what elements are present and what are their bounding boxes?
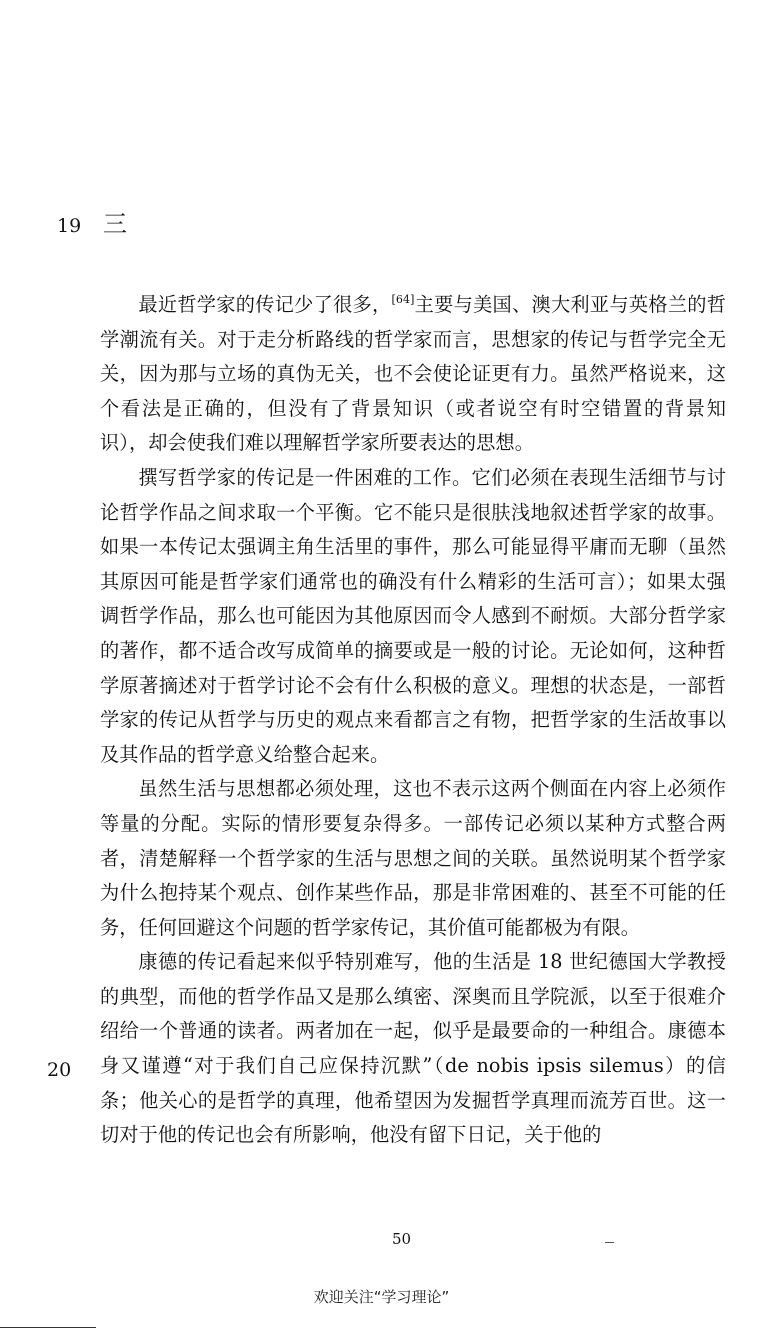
paragraph-2: 撰写哲学家的传记是一件困难的工作。它们必须在表现生活细节与讨论哲学作品之间求取一个平衡。它不能只是很肤浅地叙述哲学家的故事。如果一本传记太强调主角生活里的事件，那么可能显得平庸而无聊（虽然其原因可能是哲学家们通常也的确没有什么精彩的生活可言）；如果太强调哲学作品，那么也可能因为其他原因而令人感到不耐烦。大部分哲学家的著作，都不适合改写成简单的摘要或是一般的讨论。无论如何，这种哲学原著摘述对于哲学讨论不会有什么积极的意义。理想的状态是，一部哲学家的传记从哲学与历史的观点来看都言之有物，把哲学家的生活故事以及其作品的哲学意义给整合起来。 <box>100 465 726 766</box>
paragraph-4: 康德的传记看起来似乎特别难写，他的生活是 18 世纪德国大学教授的典型，而他的哲学作品又是那么缜密、深奥而且学院派，以至于很难介绍给一个普通的读者。两者加在一起，似乎是最要命的一种组合。康德本身又谨遵“对于我们自己应保持沉默”（de nobis ipsis silemus）的信条；他关心的是哲学的真理，他希望因为发掘哲学真理而流芳百世。这一切对于他的传记也会有所影响，他没有留下日记，关于他的 <box>100 950 726 1147</box>
body-text <box>100 288 726 1153</box>
scan-mark <box>605 1242 614 1243</box>
margin-line-number-19: 19 <box>57 215 82 237</box>
paragraph-1-part-2: 主要与美国、澳大利亚与英格兰的哲学潮流有关。对于走分析路线的哲学家而言，思想家的传记与哲学完全无关，因为那与立场的真伪无关，也不会使论证更有力。虽然严格说来，这个看法是正确的，但没有了背景知识（或者说空有时空错置的背景知识），却会使我们难以理解哲学家所要表达的思想。 <box>100 293 726 455</box>
bottom-rule <box>0 1327 96 1328</box>
section-heading: 三 <box>103 210 128 238</box>
paragraph-3: 虽然生活与思想都必须处理，这也不表示这两个侧面在内容上必须作等量的分配。实际的情形要复杂得多。一部传记必须以某种方式整合两者，清楚解释一个哲学家的生活与思想之间的关联。虽然说明某个哲学家为什么抱持某个观点、创作某些作品，那是非常困难的、甚至不可能的任务，任何回避这个问题的哲学家传记，其价值可能都极为有限。 <box>100 777 726 939</box>
footnote-reference[interactable]: [64] <box>391 293 415 306</box>
page-number: 50 <box>392 1230 412 1248</box>
footer-note: 欢迎关注“学习理论” <box>313 1288 450 1306</box>
margin-line-number-20: 20 <box>47 1059 72 1081</box>
paragraph-1 <box>100 288 726 461</box>
paragraph-1-part-1: 最近哲学家的传记少了很多， <box>138 293 392 316</box>
